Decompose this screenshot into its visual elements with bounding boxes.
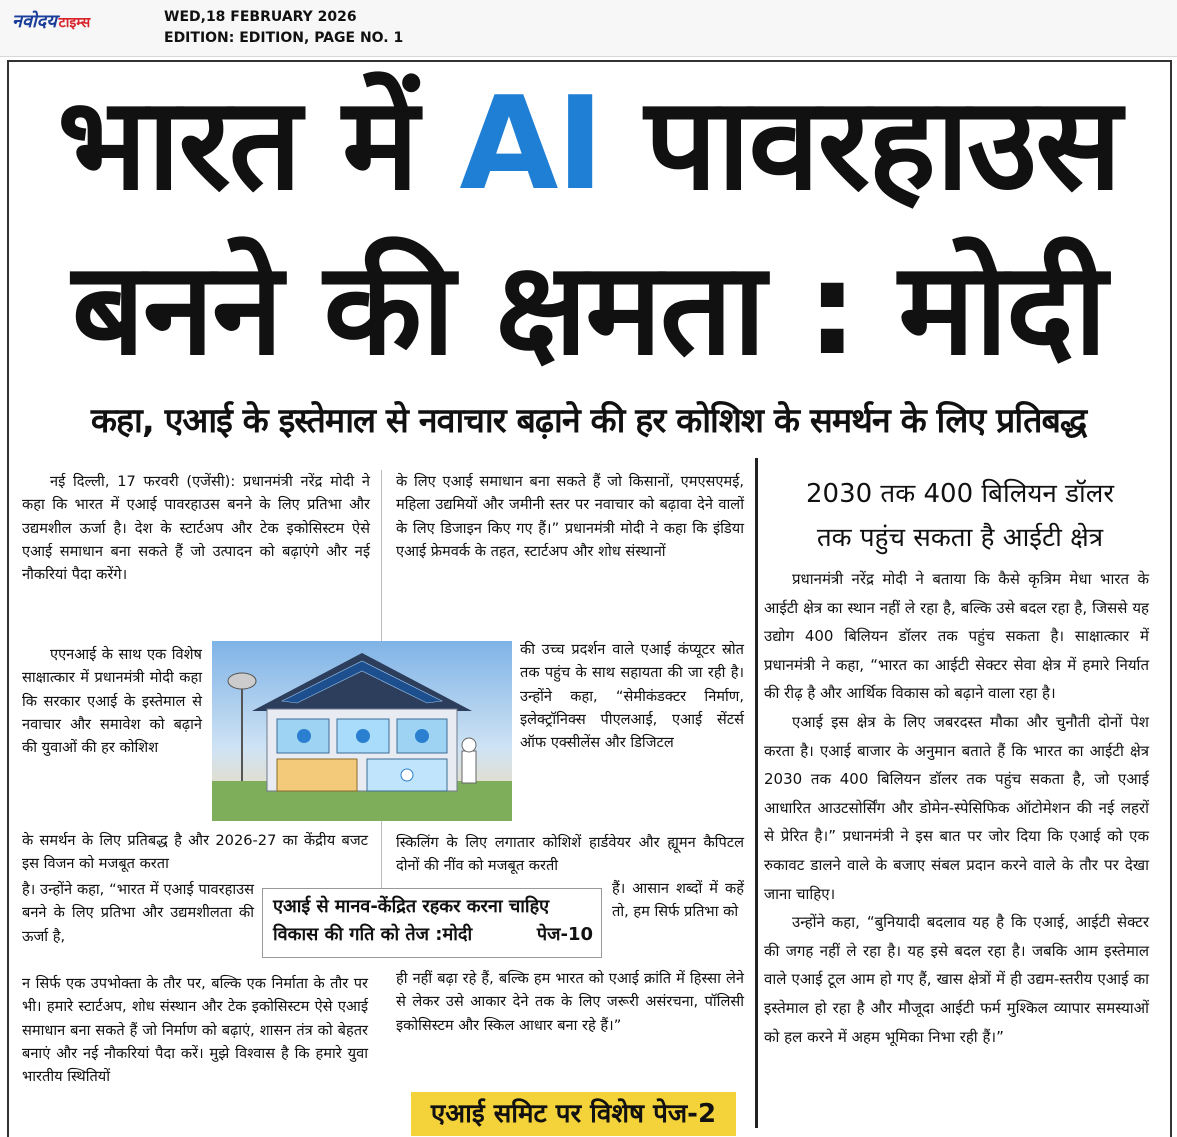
sidebar-headline xyxy=(760,472,1160,560)
article-col2-block-d xyxy=(612,877,744,924)
newspaper-logo[interactable] xyxy=(12,9,90,37)
subheadline: कहा, एआई के इस्तेमाल से नवाचार बढ़ाने की हर कोशिश के समर्थन के लिए प्रतिबद्ध xyxy=(90,401,1087,441)
headline-ai-word: AI xyxy=(459,70,603,219)
article-text: की उच्च प्रदर्शन वाले एआई कंप्यूटर स्रोत तक पहुंच के साथ सहायता की जा रही है। उन्होंने कहा, “सेमीकंडक्टर निर्माण, इलेक्ट्रॉनिक्स पीएलआई, एआई सेंटर्स ऑफ एक्सीलेंस और डिजिटल xyxy=(520,641,744,752)
article-text: के लिए एआई समाधान बना सकते हैं जो किसानों, एमएसएमई, महिला उद्यमियों और जमीनी स्तर पर नवाचार को बढ़ावा देने वालों के लिए डिजाइन किए गए हैं।” प्रधानमंत्री मोदी ने कहा कि इंडिया एआई फ्रेमवर्क के तहत, स्टार्टअप और शोध संस्थानों xyxy=(396,473,744,560)
sidebar-paragraph-3: उन्होंने कहा, “बुनियादी बदलाव यह है कि एआई, आईटी सेक्टर की जगह नहीं ले रहा है। यह इसे बदल रहा है। जबकि आम इस्तेमाल वाले एआई टूल आम हो गए हैं, खास क्षेत्रों में ही उद्यम-स्तरीय एआई का इस्तेमाल हो रहा है और मौजूदा आईटी फर्म मुश्किल व्यापार समस्याओं को हल करने में अहम भूमिका निभा रही हैं।” xyxy=(764,913,1149,1046)
article-col2-block-c xyxy=(396,831,744,878)
edition-date: WED,18 FEBRUARY 2026 xyxy=(164,9,357,25)
related-story-line-1: एआई से मानव-केंद्रित रहकर करना चाहिए xyxy=(273,896,550,917)
headline-line-1 xyxy=(0,70,1177,220)
headline-line-2: बनने की क्षमता : मोदी xyxy=(71,235,1106,384)
headline-part-2: पावरहाउस xyxy=(602,70,1120,219)
summit-special-page-promo[interactable]: एआई समिट पर विशेष पेज-2 xyxy=(411,1092,736,1136)
article-col1-block-a xyxy=(22,470,370,586)
sidebar-paragraph-1: प्रधानमंत्री नरेंद्र मोदी ने बताया कि कैसे कृत्रिम मेधा भारत के आईटी क्षेत्र का स्थान नहीं ले रहा है, बल्कि उसे बदल रहा है, जिससे यह उद्योग 400 बिलियन डॉलर तक पहुंच सकता है। साक्षात्कार में प्रधानमंत्री ने कहा, “भारत का आईटी सेक्टर सेवा क्षेत्र में हमारे निर्यात की रीढ़ है और आर्थिक विकास को बढ़ाने वाला रहा है। xyxy=(764,570,1149,703)
article-col1-block-e xyxy=(22,972,368,1088)
article-col2-block-e xyxy=(396,967,744,1037)
edition-info: EDITION: EDITION, PAGE NO. 1 xyxy=(164,30,404,46)
article-text: के समर्थन के लिए प्रतिबद्ध है और 2026-27 का केंद्रीय बजट इस विजन को मजबूत करता xyxy=(22,832,368,873)
article-text: है। उन्होंने कहा, “भारत में एआई पावरहाउस बनने के लिए प्रतिभा और उद्यमशीलता की ऊर्जा है, xyxy=(22,881,254,945)
article-col1-block-c xyxy=(22,829,368,876)
related-story-line-2 xyxy=(273,921,601,949)
logo-main-text: नवोदय xyxy=(12,11,57,32)
logo-sub-text: टाइम्स xyxy=(58,15,91,31)
sidebar-headline-line-2: तक पहुंच सकता है आईटी क्षेत्र xyxy=(816,523,1104,553)
article-paragraph: एएनआई के साथ एक विशेष साक्षात्कार में प्रधानमंत्री मोदी कहा कि सरकार एआई के इस्तेमाल से नवाचार और समावेश को बढ़ाने की युवाओं की हर कोशिश xyxy=(22,646,202,757)
sidebar-divider xyxy=(755,458,758,1128)
article-text: स्किलिंग के लिए लगातार कोशिशें हार्डवेयर और ह्यूमन कैपिटल दोनों की नींव को मजबूत करती xyxy=(396,834,744,875)
related-story-title-end: विकास की गति को तेज :मोदी xyxy=(273,924,473,945)
headline-part-1: भारत में xyxy=(57,70,460,219)
masthead-bar xyxy=(0,0,1177,57)
article-paragraph: नई दिल्ली, 17 फरवरी (एजेंसी): प्रधानमंत्री नरेंद्र मोदी ने कहा कि भारत में एआई पावरहाउस बनने के लिए प्रतिभा और उद्यमशील ऊर्जा है। देश के स्टार्टअप और टेक इकोसिस्टम ऐसे एआई समाधान बना सकते हैं जो उत्पादन को बढ़ाएंगे और नई नौकरियां पैदा करेंगे। xyxy=(22,473,370,584)
article-text: न सिर्फ एक उपभोक्ता के तौर पर, बल्कि एक निर्माता के तौर पर भी। हमारे स्टार्टअप, शोध संस्थान और टेक इकोसिस्टम ऐसे एआई समाधान बना सकते हैं जो निर्माण को बढ़ाएं, शासन तंत्र को बेहतर बनाएं और नई नौकरियां पैदा करें। मुझे विश्वास है कि हमारे युवा भारतीय स्थितियों xyxy=(22,975,368,1086)
article-col1-block-d xyxy=(22,878,254,948)
sidebar-article xyxy=(764,565,1149,1051)
related-story-page-ref[interactable]: पेज-10 xyxy=(536,924,593,945)
article-text: ही नहीं बढ़ा रहे हैं, बल्कि हम भारत को एआई क्रांति में हिस्सा लेने से लेकर उसे आकार देने तक के लिए जरूरी असंरचना, पॉलिसी इकोसिस्टम और स्किल आधार बना रहे हैं।” xyxy=(396,970,744,1034)
related-story-box[interactable] xyxy=(262,888,602,958)
article-text: हैं। आसान शब्दों में कहें तो, हम सिर्फ प्रतिभा को xyxy=(612,880,744,921)
sidebar-paragraph-2: एआई इस क्षेत्र के लिए जबरदस्त मौका और चुनौती दोनों पेश करता है। एआई बाजार के अनुमान बताते हैं कि भारत का आईटी क्षेत्र 2030 तक 400 बिलियन डॉलर तक पहुंच सकता है, जो एआई आधारित आउटसोर्सिंग और डोमेन-स्पेसिफिक ऑटोमेशन की नई लहरों से प्रेरित है।” प्रधानमंत्री ने इस बात पर जोर दिया कि एआई को एक रुकावट डालने वाले के बजाए संबल प्रदान करने वाले के तौर पर देखा जाना चाहिए। xyxy=(764,712,1149,903)
smart-home-illustration xyxy=(212,641,512,821)
sidebar-headline-line-1: 2030 तक 400 बिलियन डॉलर xyxy=(806,479,1114,509)
article-col2-block-b xyxy=(520,638,744,754)
article-col2-block-a xyxy=(396,470,744,563)
article-col1-block-b xyxy=(22,643,202,759)
